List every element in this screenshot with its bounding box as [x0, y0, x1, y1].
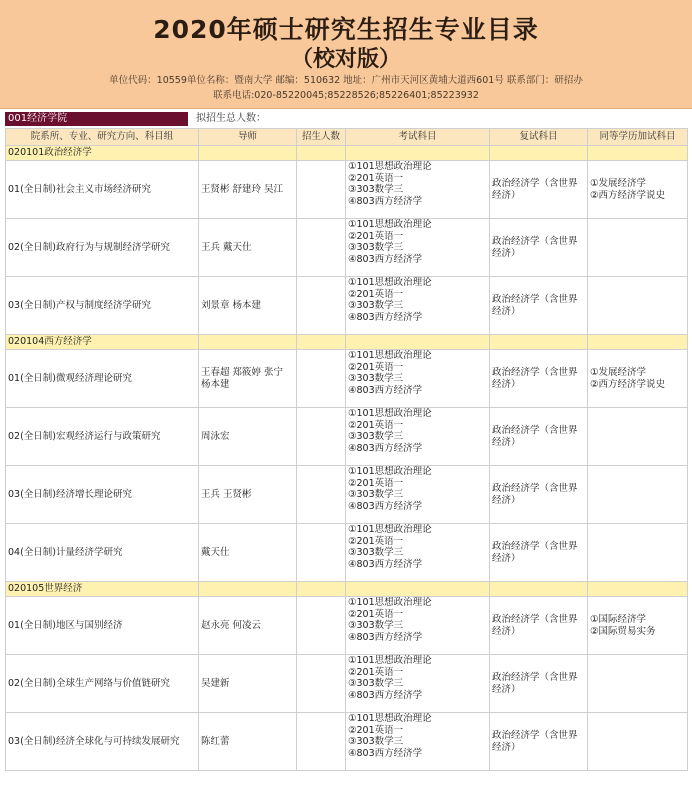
exam-subject: ①101思想政治理论: [348, 524, 432, 535]
tutor-names: 王贤彬 舒建玲 吴江: [199, 161, 297, 219]
exam-subject: ①101思想政治理论: [348, 655, 432, 666]
exam-subjects: [346, 524, 490, 582]
retest-subject: 政治经济学（含世界经济）: [490, 655, 588, 713]
exam-subject: ③303数学三: [348, 300, 404, 312]
exam-subjects: [346, 277, 490, 335]
extra-subjects: [588, 277, 688, 335]
extra-subjects: [588, 466, 688, 524]
exam-subjects: [346, 161, 490, 219]
extra-subject: ①国际经济学: [590, 613, 647, 625]
exam-subjects: [346, 219, 490, 277]
exam-subject: ③303数学三: [348, 489, 404, 501]
extra-subject: ②国际贸易实务: [590, 625, 656, 637]
tutor-names: 戴天仕: [199, 524, 297, 582]
retest-subject: 政治经济学（含世界经济）: [490, 466, 588, 524]
exam-subject: ②201英语一: [348, 361, 404, 373]
column-header: 复试科目: [490, 129, 588, 146]
direction-name: 04(全日制)计量经济学研究: [6, 524, 199, 582]
table-row: [6, 597, 688, 655]
major-row: [6, 582, 688, 597]
tutor-names: 陈红蕾: [199, 713, 297, 771]
department-name: 001经济学院: [5, 112, 188, 126]
column-header: 院系所、专业、研究方向、科目组: [6, 129, 199, 146]
retest-subject: 政治经济学（含世界经济）: [490, 277, 588, 335]
major-row: [6, 335, 688, 350]
major-name: 020104西方经济学: [6, 335, 199, 350]
exam-subject: ①101思想政治理论: [348, 219, 432, 230]
quota-cell: [297, 466, 346, 524]
department-bar: [0, 112, 692, 126]
empty-cell: [297, 582, 346, 597]
quota-cell: [297, 350, 346, 408]
extra-subjects: [588, 713, 688, 771]
exam-subject: ①101思想政治理论: [348, 350, 432, 361]
extra-subjects: [588, 524, 688, 582]
table-row: [6, 219, 688, 277]
empty-cell: [199, 335, 297, 350]
exam-subject: ②201英语一: [348, 172, 404, 184]
extra-subjects: [588, 597, 688, 655]
page-subtitle: （校对版）: [290, 47, 401, 72]
tutor-names: 吴建新: [199, 655, 297, 713]
table-row: [6, 161, 688, 219]
tutor-names: 王兵 王贤彬: [199, 466, 297, 524]
extra-subjects: [588, 408, 688, 466]
exam-subject: ②201英语一: [348, 666, 404, 678]
major-name: 020105世界经济: [6, 582, 199, 597]
table-row: [6, 713, 688, 771]
direction-name: 02(全日制)全球生产网络与价值链研究: [6, 655, 199, 713]
exam-subject: ④803西方经济学: [348, 558, 423, 570]
column-header: 导师: [199, 129, 297, 146]
table-row: [6, 655, 688, 713]
tutor-names: 王兵 戴天仕: [199, 219, 297, 277]
extra-subjects: [588, 161, 688, 219]
column-header: 考试科目: [346, 129, 490, 146]
exam-subject: ②201英语一: [348, 608, 404, 620]
empty-cell: [490, 146, 588, 161]
extra-subject: ①发展经济学: [590, 366, 647, 378]
exam-subject: ①101思想政治理论: [348, 161, 432, 172]
extra-subjects: [588, 655, 688, 713]
exam-subject: ②201英语一: [348, 230, 404, 242]
exam-subject: ③303数学三: [348, 620, 404, 632]
major-name: 020101政治经济学: [6, 146, 199, 161]
quota-cell: [297, 161, 346, 219]
exam-subjects: [346, 713, 490, 771]
exam-subjects: [346, 597, 490, 655]
exam-subject: ④803西方经济学: [348, 747, 423, 759]
retest-subject: 政治经济学（含世界经济）: [490, 597, 588, 655]
major-row: [6, 146, 688, 161]
table-row: [6, 408, 688, 466]
retest-subject: 政治经济学（含世界经济）: [490, 350, 588, 408]
column-header: 同等学历加试科目: [588, 129, 688, 146]
empty-cell: [588, 146, 688, 161]
table-row: [6, 350, 688, 408]
quota-cell: [297, 655, 346, 713]
exam-subject: ④803西方经济学: [348, 384, 423, 396]
direction-name: 01(全日制)地区与国别经济: [6, 597, 199, 655]
empty-cell: [346, 582, 490, 597]
exam-subject: ③303数学三: [348, 242, 404, 254]
retest-subject: 政治经济学（含世界经济）: [490, 408, 588, 466]
exam-subject: ②201英语一: [348, 288, 404, 300]
retest-subject: 政治经济学（含世界经济）: [490, 219, 588, 277]
tutor-names: 周泳宏: [199, 408, 297, 466]
empty-cell: [346, 335, 490, 350]
column-header: 招生人数: [297, 129, 346, 146]
retest-subject: 政治经济学（含世界经济）: [490, 524, 588, 582]
exam-subject: ④803西方经济学: [348, 195, 423, 207]
quota-cell: [297, 408, 346, 466]
exam-subject: ①101思想政治理论: [348, 597, 432, 608]
exam-subject: ②201英语一: [348, 419, 404, 431]
table-row: [6, 466, 688, 524]
extra-subjects: [588, 219, 688, 277]
direction-name: 01(全日制)微观经济理论研究: [6, 350, 199, 408]
empty-cell: [346, 146, 490, 161]
contact-phone: 联系电话:020-85220045;85228526;85226401;85223932: [213, 90, 479, 101]
school-info: 单位代码：10559单位名称：暨南大学 邮编：510632 地址：广州市天河区黄埔大道西601号 联系部门：研招办: [109, 75, 583, 86]
exam-subject: ②201英语一: [348, 477, 404, 489]
empty-cell: [588, 335, 688, 350]
retest-subject: 政治经济学（含世界经济）: [490, 161, 588, 219]
empty-cell: [490, 582, 588, 597]
exam-subject: ③303数学三: [348, 736, 404, 748]
extra-subjects: [588, 350, 688, 408]
exam-subject: ②201英语一: [348, 535, 404, 547]
direction-name: 02(全日制)宏观经济运行与政策研究: [6, 408, 199, 466]
table-header-row: [6, 129, 688, 146]
empty-cell: [297, 335, 346, 350]
empty-cell: [297, 146, 346, 161]
tutor-names: 刘景章 杨本建: [199, 277, 297, 335]
exam-subject: ①101思想政治理论: [348, 277, 432, 288]
exam-subject: ④803西方经济学: [348, 311, 423, 323]
exam-subject: ③303数学三: [348, 678, 404, 690]
tutor-names: 王春超 郑筱婷 张宁 杨本建: [199, 350, 297, 408]
exam-subject: ③303数学三: [348, 547, 404, 559]
exam-subject: ④803西方经济学: [348, 689, 423, 701]
quota-label: 拟招生总人数：: [196, 113, 266, 124]
exam-subject: ④803西方经济学: [348, 500, 423, 512]
exam-subject: ①101思想政治理论: [348, 408, 432, 419]
page-title: 2020年硕士研究生招生专业目录: [153, 15, 539, 44]
empty-cell: [588, 582, 688, 597]
extra-subject: ②西方经济学说史: [590, 378, 666, 390]
empty-cell: [199, 582, 297, 597]
tutor-names: 赵永亮 何凌云: [199, 597, 297, 655]
exam-subjects: [346, 466, 490, 524]
exam-subjects: [346, 350, 490, 408]
exam-subject: ③303数学三: [348, 184, 404, 196]
table-body: [6, 146, 688, 771]
exam-subject: ①101思想政治理论: [348, 466, 432, 477]
exam-subject: ④803西方经济学: [348, 442, 423, 454]
direction-name: 03(全日制)经济全球化与可持续发展研究: [6, 713, 199, 771]
catalog-table: [5, 128, 688, 771]
exam-subject: ②201英语一: [348, 724, 404, 736]
exam-subject: ④803西方经济学: [348, 631, 423, 643]
quota-cell: [297, 277, 346, 335]
empty-cell: [490, 335, 588, 350]
direction-name: 03(全日制)产权与制度经济学研究: [6, 277, 199, 335]
empty-cell: [199, 146, 297, 161]
exam-subjects: [346, 655, 490, 713]
exam-subject: ③303数学三: [348, 431, 404, 443]
direction-name: 01(全日制)社会主义市场经济研究: [6, 161, 199, 219]
exam-subject: ①101思想政治理论: [348, 713, 432, 724]
retest-subject: 政治经济学（含世界经济）: [490, 713, 588, 771]
quota-cell: [297, 713, 346, 771]
exam-subject: ③303数学三: [348, 373, 404, 385]
quota-cell: [297, 597, 346, 655]
extra-subject: ①发展经济学: [590, 177, 647, 189]
exam-subjects: [346, 408, 490, 466]
direction-name: 02(全日制)政府行为与规制经济学研究: [6, 219, 199, 277]
table-row: [6, 277, 688, 335]
table-row: [6, 524, 688, 582]
exam-subject: ④803西方经济学: [348, 253, 423, 265]
quota-cell: [297, 219, 346, 277]
quota-cell: [297, 524, 346, 582]
direction-name: 03(全日制)经济增长理论研究: [6, 466, 199, 524]
header-banner: [0, 0, 692, 109]
extra-subject: ②西方经济学说史: [590, 189, 666, 201]
